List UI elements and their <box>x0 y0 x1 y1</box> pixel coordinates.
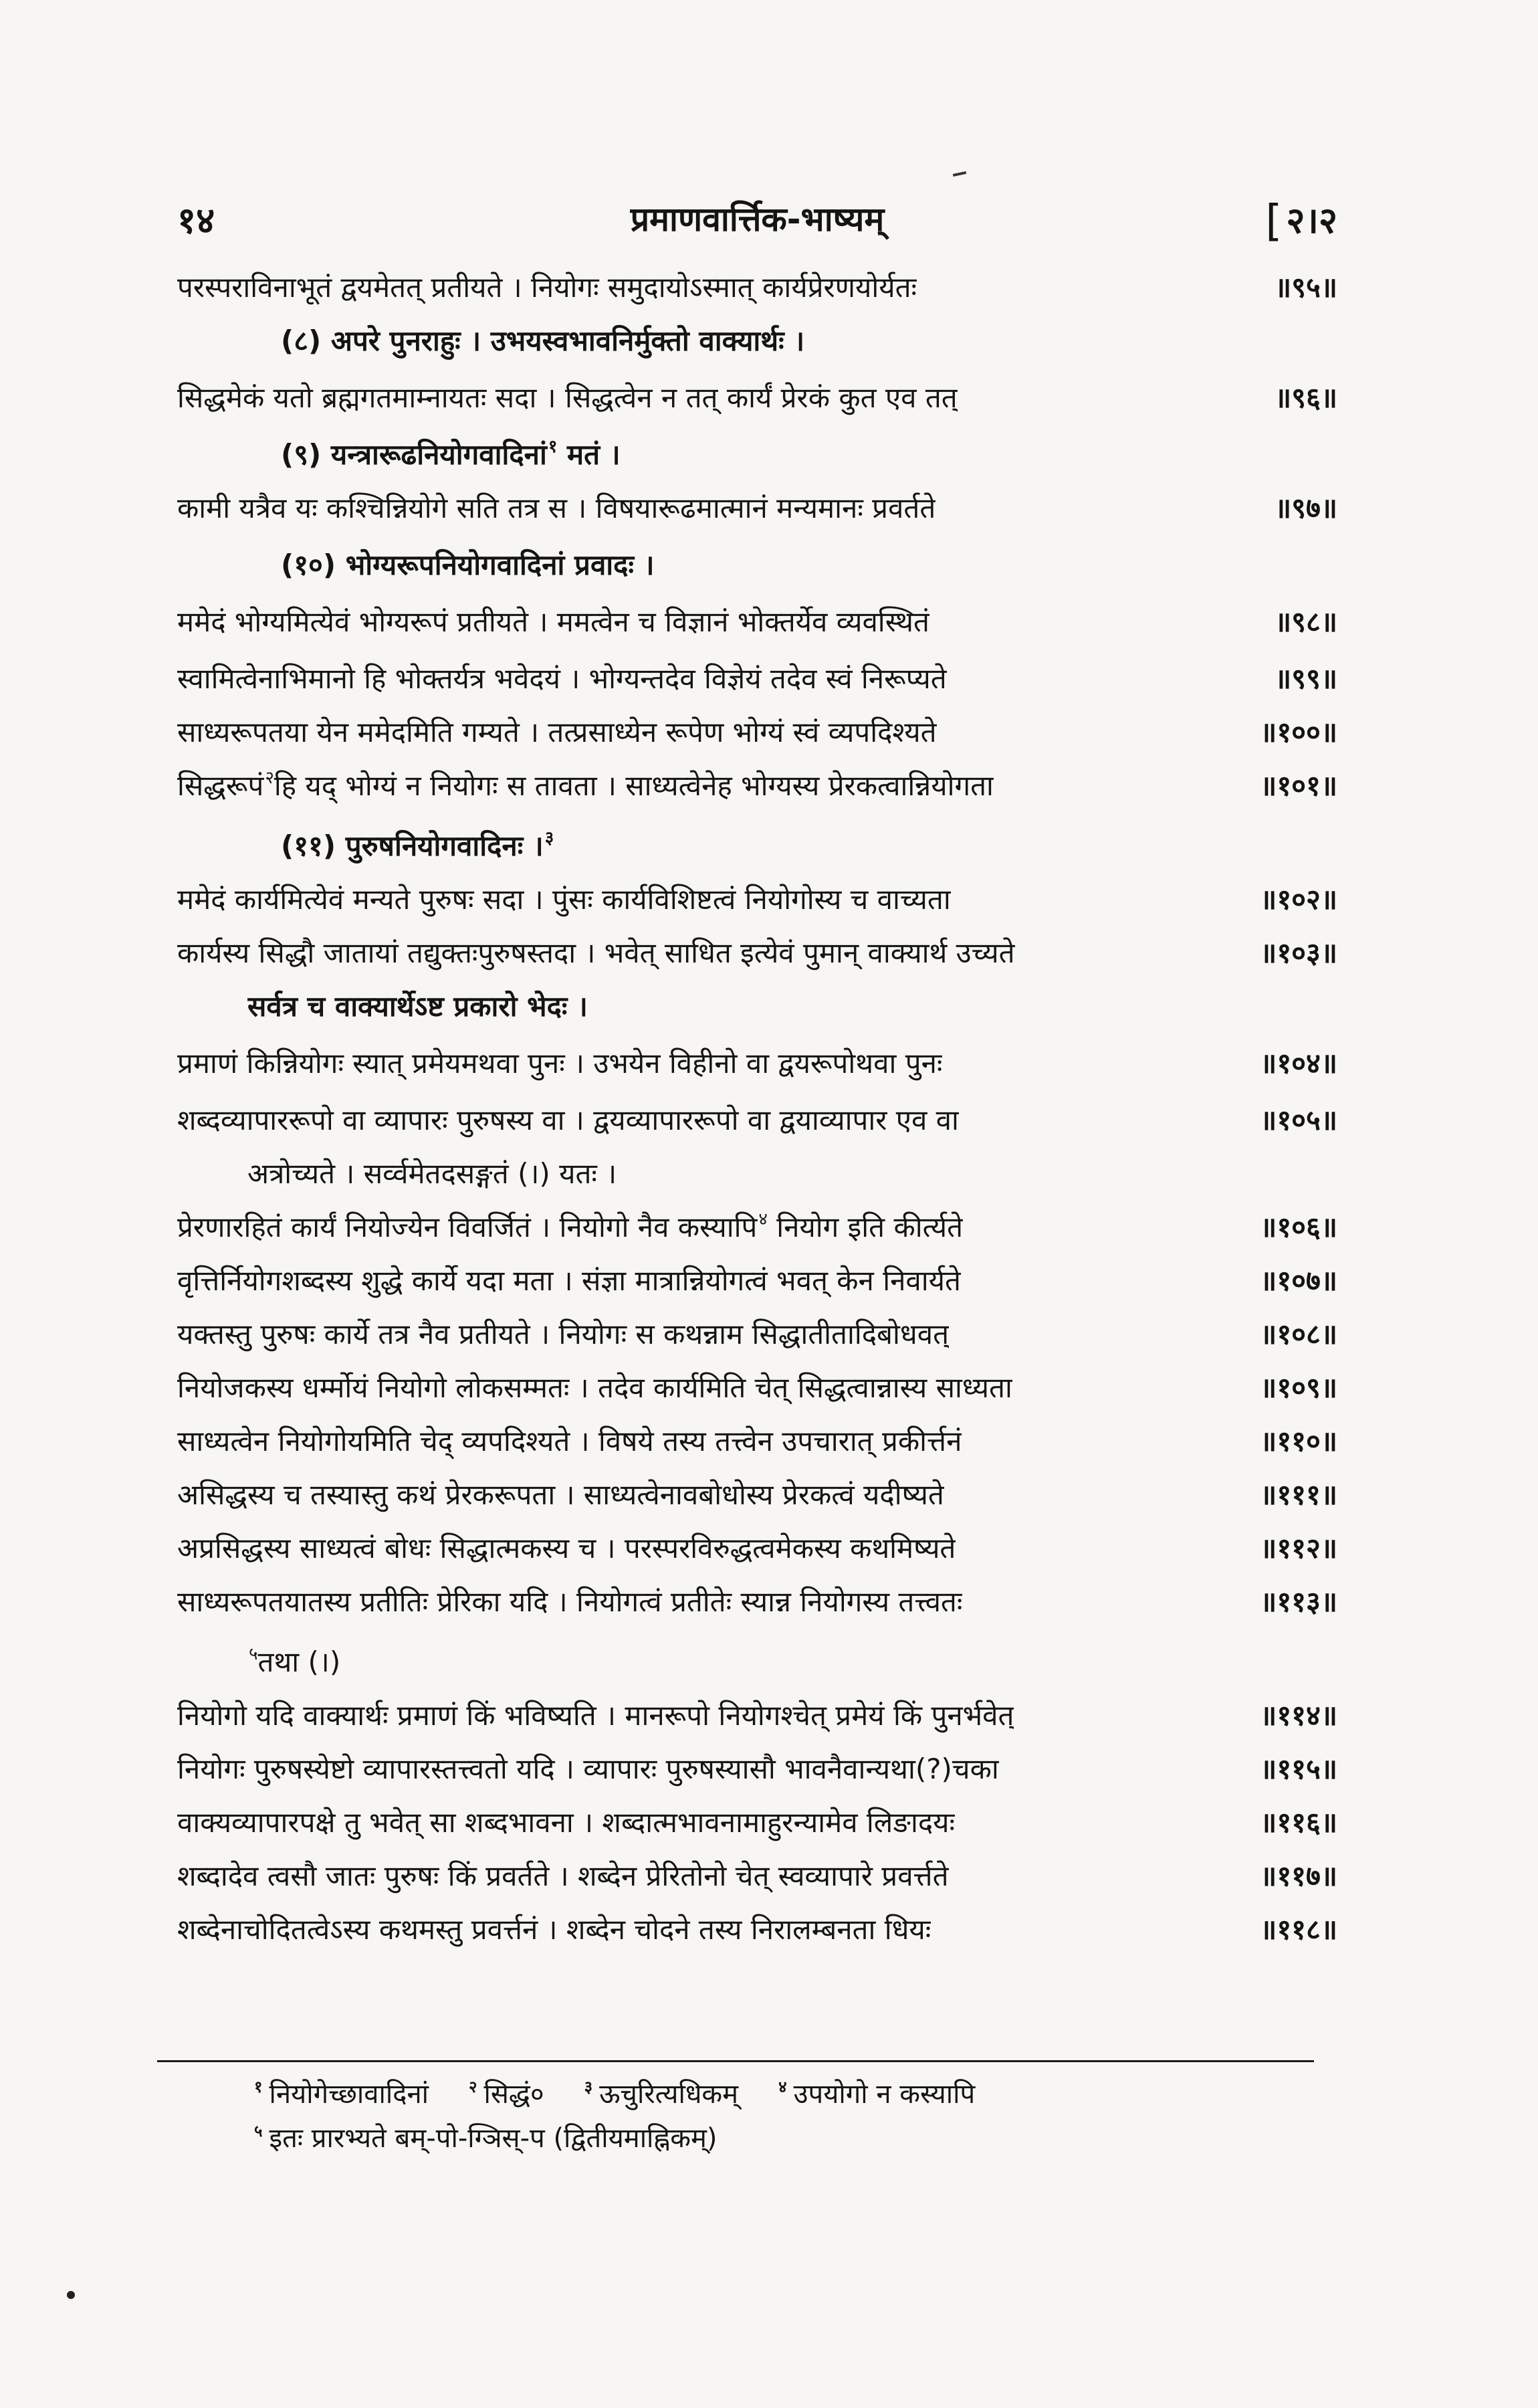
verse-number: ॥१०५॥ <box>1260 1104 1337 1136</box>
verse-text: अप्रसिद्धस्य साध्यत्वं बोधः सिद्धात्मकस्य च । परस्परविरुद्धत्वमेकस्य कथमिष्यते <box>177 1532 956 1565</box>
verse-text: कामी यत्रैव यः कश्चिन्नियोगे सति तत्र स । विषयारूढमात्मानं मन्यमानः प्रवर्तते <box>177 492 936 524</box>
verse-line <box>177 1311 1337 1358</box>
verse-line <box>177 1040 1337 1087</box>
verse-number: ॥१०९॥ <box>1260 1371 1337 1404</box>
verse-text: सिद्धमेकं यतो ब्रह्मगतमाम्नायतः सदा । सिद्धत्वेन न तत् कार्यं प्रेरकं कुत एव तत् <box>177 381 958 414</box>
verse-text: ममेदं कार्यमित्येवं मन्यते पुरुषः सदा । पुंसः कार्यविशिष्टत्वं नियोगोस्य च वाच्यता <box>177 883 951 916</box>
verse-line <box>177 1579 1337 1625</box>
verse-line <box>177 485 1337 532</box>
verse-line <box>177 1258 1337 1304</box>
verse-line <box>177 763 1337 809</box>
footnote-marker: १ <box>254 2078 263 2096</box>
verse-text: परस्पराविनाभूतं द्वयमेतत् प्रतीयते । नियोगः समुदायोऽस्मात् कार्यप्रेरणयोर्यतः <box>177 271 917 304</box>
verse-number: ॥१००॥ <box>1260 716 1337 748</box>
verse-line <box>177 1853 1337 1900</box>
footnote: $^३$ ऊचुरित्यधिकम् <box>584 2078 739 2110</box>
prose-line: $^५$तथा (।) <box>249 1644 341 1678</box>
verse-number: ॥९८॥ <box>1275 605 1337 638</box>
verse-number: ॥९५॥ <box>1275 271 1337 304</box>
verse-text: साध्यरूपतयातस्य प्रतीतिः प्रेरिका यदि । नियोगत्वं प्रतीतेः स्यान्न नियोगस्य तत्त्वतः <box>177 1585 963 1618</box>
verse-line <box>177 1746 1337 1793</box>
footnote-marker: ४ <box>758 1209 768 1229</box>
footnote-rule <box>157 2060 1314 2062</box>
verse-text: नियोगः पुरुषस्येष्टो व्यापारस्तत्त्वतो यदि । व्यापारः पुरुषस्यासौ भावनैवान्यथा(?)चका <box>177 1752 999 1785</box>
verse-text: शब्देनाचोदितत्वेऽस्य कथमस्तु प्रवर्त्तनं । शब्देन चोदने तस्य निरालम्बनता धियः <box>177 1913 931 1946</box>
verse-number: ॥९९॥ <box>1275 662 1337 695</box>
section-heading: (९) यन्त्रारूढनियोगवादिनां$^१$ मतं । <box>281 437 621 471</box>
footnote-marker: ५ <box>249 1644 258 1664</box>
section-heading: (१०) भोग्यरूपनियोगवादिनां प्रवादः । <box>281 548 655 581</box>
chapter-reference: [ २।२ <box>1265 197 1337 246</box>
verse-number: ॥९७॥ <box>1275 492 1337 524</box>
verse-number: ॥१११॥ <box>1260 1478 1337 1511</box>
verse-number: ॥९६॥ <box>1275 381 1337 414</box>
footnote-marker: ५ <box>254 2122 263 2140</box>
verse-line <box>177 375 1337 421</box>
verse-line <box>177 1799 1337 1846</box>
verse-number: ॥११६॥ <box>1260 1806 1337 1839</box>
verse-number: ॥१०२॥ <box>1260 883 1337 916</box>
footnote-row <box>254 2116 1324 2161</box>
verse-line <box>177 1525 1337 1572</box>
verse-text: यक्तस्तु पुरुषः कार्ये तत्र नैव प्रतीयते । नियोगः स कथन्नाम सिद्धातीतादिबोधवत् <box>177 1318 950 1350</box>
verse-line <box>177 1365 1337 1411</box>
prose-line: अत्रोच्यते । सर्व्वमेतदसङ्गतं (।) यतः । <box>247 1157 617 1190</box>
verse-text: असिद्धस्य च तस्यास्तु कथं प्रेरकरूपता । साध्यत्वेनावबोधोस्य प्रेरकत्वं यदीष्यते <box>177 1478 944 1511</box>
verse-line <box>177 1906 1337 1953</box>
verse-number: ॥१०४॥ <box>1260 1047 1337 1080</box>
footnote-marker: २ <box>469 2078 477 2096</box>
footnote-row <box>254 2072 1324 2116</box>
section-heading: (८) अपरे पुनराहुः । उभयस्वभावनिर्मुक्तो वाक्यार्थः । <box>281 324 805 357</box>
verse-text: प्रमाणं किन्नियोगः स्यात् प्रमेयमथवा पुनः । उभयेन विहीनो वा द्वयरूपोथवा पुनः <box>177 1047 943 1080</box>
verse-number: ॥१०६॥ <box>1260 1211 1337 1243</box>
page-header <box>177 189 1337 246</box>
section-heading: सर्वत्र च वाक्यार्थेऽष्ट प्रकारो भेदः । <box>247 990 588 1023</box>
verse-number: ॥११२॥ <box>1260 1532 1337 1565</box>
verse-line <box>177 876 1337 923</box>
footnote-marker: १ <box>548 437 558 457</box>
section-heading: (११) पुरुषनियोगवादिनः ।$^३$ <box>281 828 554 862</box>
verse-text: वाक्यव्यापारपक्षे तु भवेत् सा शब्दभावना । शब्दात्मभावनामाहुरन्यामेव लिङादयः <box>177 1806 956 1839</box>
verse-text: वृत्तिर्नियोगशब्दस्य शुद्धे कार्ये यदा मता । संज्ञा मात्रान्नियोगत्वं भवत् केन निवार्यते <box>177 1264 961 1297</box>
verse-text: कार्यस्य सिद्धौ जातायां तद्युक्तःपुरुषस्तदा । भवेत् साधित इत्येवं पुमान् वाक्यार्थ उच्यते <box>177 936 1015 969</box>
footnote-marker: २ <box>265 768 274 788</box>
verse-number: ॥११०॥ <box>1260 1425 1337 1458</box>
verse-line <box>177 1692 1337 1739</box>
footnote-marker: ३ <box>584 2078 593 2096</box>
verse-text: नियोगो यदि वाक्यार्थः प्रमाणं किं भविष्यति । मानरूपो नियोगश्चेत् प्रमेयं किं पुनर्भवेत् <box>177 1699 1014 1732</box>
verse-line <box>177 656 1337 702</box>
verse-number: ॥११३॥ <box>1260 1585 1337 1618</box>
verse-text: शब्दादेव त्वसौ जातः पुरुषः किं प्रवर्तते । शब्देन प्रेरितोनो चेत् स्वव्यापारे प्रवर्त्तते <box>177 1860 949 1892</box>
verse-line <box>177 1418 1337 1465</box>
verse-number: ॥११७॥ <box>1260 1860 1337 1892</box>
verse-text: शब्दव्यापाररूपो वा व्यापारः पुरुषस्य वा । द्वयव्यापाररूपो वा द्वयाव्यापार एव वा <box>177 1104 959 1136</box>
verse-line <box>177 1097 1337 1144</box>
footnote: $^२$ सिद्धं० <box>469 2078 544 2110</box>
verse-text: स्वामित्वेनाभिमानो हि भोक्तर्यत्र भवेदयं । भोग्यन्तदेव विज्ञेयं तदेव स्वं निरूप्यते <box>177 662 947 695</box>
verse-text: साध्यरूपतया येन ममेदमिति गम्यते । तत्प्रसाध्येन रूपेण भोग्यं स्वं व्यपदिश्यते <box>177 716 937 748</box>
verse-number: ॥११५॥ <box>1260 1752 1337 1785</box>
verse-text: प्रेरणारहितं कार्यं नियोज्येन विवर्जितं । नियोगो नैव कस्यापि$^४$ नियोग इति कीर्त्यते <box>177 1209 964 1243</box>
verse-number: ॥१०७॥ <box>1260 1264 1337 1297</box>
verse-line <box>177 1472 1337 1518</box>
footnote: $^४$ उपयोगो न कस्यापि <box>778 2078 976 2110</box>
verse-text: नियोजकस्य धर्म्मोयं नियोगो लोकसम्मतः । तदेव कार्यमिति चेत् सिद्धत्वान्नास्य साध्यता <box>177 1371 1012 1404</box>
verse-number: ॥११४॥ <box>1260 1699 1337 1732</box>
footnote: $^१$ नियोगेच्छावादिनां <box>254 2078 429 2110</box>
verse-text: ममेदं भोग्यमित्येवं भोग्यरूपं प्रतीयते । ममत्वेन च विज्ञानं भोक्तर्येव व्यवस्थितं <box>177 605 929 638</box>
verse-text: सिद्धरूपं$^२$हि यद् भोग्यं न नियोगः स तावता । साध्यत्वेनेह भोग्यस्य प्रेरकत्वान्नियोगता <box>177 768 994 802</box>
verse-number: ॥१०८॥ <box>1260 1318 1337 1350</box>
verse-number: ॥१०१॥ <box>1260 769 1337 802</box>
running-title: प्रमाणवार्त्तिक-भाष्यम् <box>630 200 885 239</box>
page-number: १४ <box>177 199 215 241</box>
verse-line <box>177 709 1337 756</box>
verse-line <box>177 1204 1337 1251</box>
verse-text: साध्यत्वेन नियोगोयमिति चेद् व्यपदिश्यते । विषये तस्य तत्त्वेन उपचारात् प्रकीर्त्तनं <box>177 1425 962 1458</box>
verse-number: ॥११८॥ <box>1260 1913 1337 1946</box>
footnote-marker: ४ <box>778 2078 787 2096</box>
verse-line <box>177 599 1337 645</box>
footnote: $^५$ इतः प्रारभ्यते बम्-पो-ग्ञिस्-प (द्वितीयमाह्निकम्) <box>254 2122 718 2154</box>
verse-line <box>177 264 1337 311</box>
verse-line <box>177 930 1337 977</box>
verse-number: ॥१०३॥ <box>1260 936 1337 969</box>
ink-mark <box>953 171 966 177</box>
ink-dot <box>67 2291 75 2299</box>
footnote-marker: ३ <box>544 828 554 848</box>
